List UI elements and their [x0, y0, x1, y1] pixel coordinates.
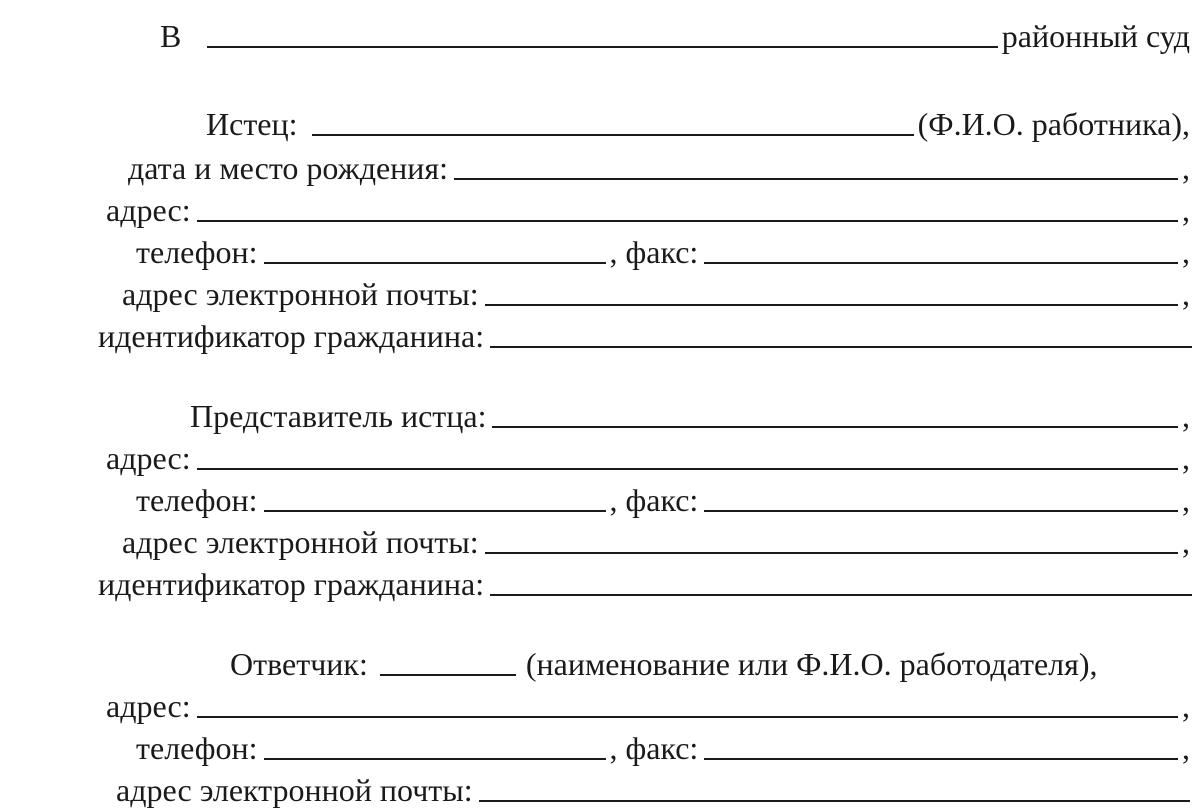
defendant-fax-label: , факс: — [609, 730, 699, 766]
representative-address-line — [106, 434, 1190, 474]
plaintiff-email-blank[interactable] — [485, 304, 1178, 306]
defendant-address-blank[interactable] — [197, 716, 1178, 718]
representative-phone-label: телефон: — [136, 482, 258, 518]
representative-id-label: идентификатор гражданина: — [98, 566, 485, 602]
defendant-phone-line — [136, 724, 1190, 764]
defendant-address-line — [106, 682, 1190, 722]
plaintiff-phone-line — [136, 228, 1190, 268]
representative-email-label: адрес электронной почты: — [122, 524, 479, 560]
comma: , — [1182, 524, 1190, 560]
defendant-name-line — [230, 640, 1190, 680]
defendant-phone-label: телефон: — [136, 730, 258, 766]
plaintiff-address-line — [106, 186, 1190, 226]
plaintiff-id-line — [98, 312, 1192, 352]
representative-label: Представитель истца: — [190, 398, 487, 434]
court-name-blank[interactable] — [207, 46, 997, 48]
representative-phone-line — [136, 476, 1190, 516]
comma: , — [1182, 150, 1190, 186]
plaintiff-fax-label: , факс: — [609, 234, 699, 270]
plaintiff-id-blank[interactable] — [490, 346, 1192, 348]
comma: , — [1182, 482, 1190, 518]
defendant-label: Ответчик: — [230, 646, 368, 682]
representative-fax-label: , факс: — [609, 482, 699, 518]
representative-name-line — [190, 392, 1190, 432]
comma: , — [1182, 688, 1190, 724]
plaintiff-birth-blank[interactable] — [454, 178, 1178, 180]
comma: , — [1182, 276, 1190, 312]
representative-address-label: адрес: — [106, 440, 191, 476]
court-prefix: В — [160, 18, 182, 54]
defendant-phone-blank[interactable] — [264, 758, 606, 760]
plaintiff-name-blank[interactable] — [312, 134, 914, 136]
defendant-email-label: адрес электронной почты: — [116, 772, 473, 808]
court-line — [160, 12, 1190, 52]
comma: , — [1182, 192, 1190, 228]
plaintiff-email-label: адрес электронной почты: — [122, 276, 479, 312]
defendant-email-blank[interactable] — [479, 800, 1190, 802]
representative-email-blank[interactable] — [485, 552, 1178, 554]
defendant-note: (наименование или Ф.И.О. работодателя), — [525, 646, 1098, 682]
representative-email-line — [122, 518, 1190, 558]
comma: , — [1182, 440, 1190, 476]
plaintiff-fax-blank[interactable] — [704, 262, 1178, 264]
defendant-name-blank[interactable] — [380, 674, 516, 676]
comma: , — [1182, 398, 1190, 434]
defendant-fax-blank[interactable] — [704, 758, 1178, 760]
defendant-address-label: адрес: — [106, 688, 191, 724]
plaintiff-email-line — [122, 270, 1190, 310]
plaintiff-label: Истец: — [206, 106, 298, 142]
representative-address-blank[interactable] — [197, 468, 1178, 470]
representative-id-blank[interactable] — [490, 594, 1192, 596]
representative-id-line — [98, 560, 1192, 600]
plaintiff-birth-label: дата и место рождения: — [128, 150, 449, 186]
plaintiff-phone-label: телефон: — [136, 234, 258, 270]
plaintiff-name-line — [206, 100, 1190, 140]
comma: , — [1182, 730, 1190, 766]
defendant-email-line — [116, 766, 1190, 806]
plaintiff-id-label: идентификатор гражданина: — [98, 318, 485, 354]
court-suffix: районный суд — [1001, 18, 1190, 54]
plaintiff-phone-blank[interactable] — [264, 262, 606, 264]
representative-phone-blank[interactable] — [264, 510, 606, 512]
representative-name-blank[interactable] — [492, 426, 1178, 428]
comma: , — [1182, 234, 1190, 270]
representative-fax-blank[interactable] — [704, 510, 1178, 512]
plaintiff-birth-line — [128, 144, 1190, 184]
plaintiff-address-blank[interactable] — [197, 220, 1178, 222]
plaintiff-note: (Ф.И.О. работника), — [917, 106, 1190, 142]
plaintiff-address-label: адрес: — [106, 192, 191, 228]
